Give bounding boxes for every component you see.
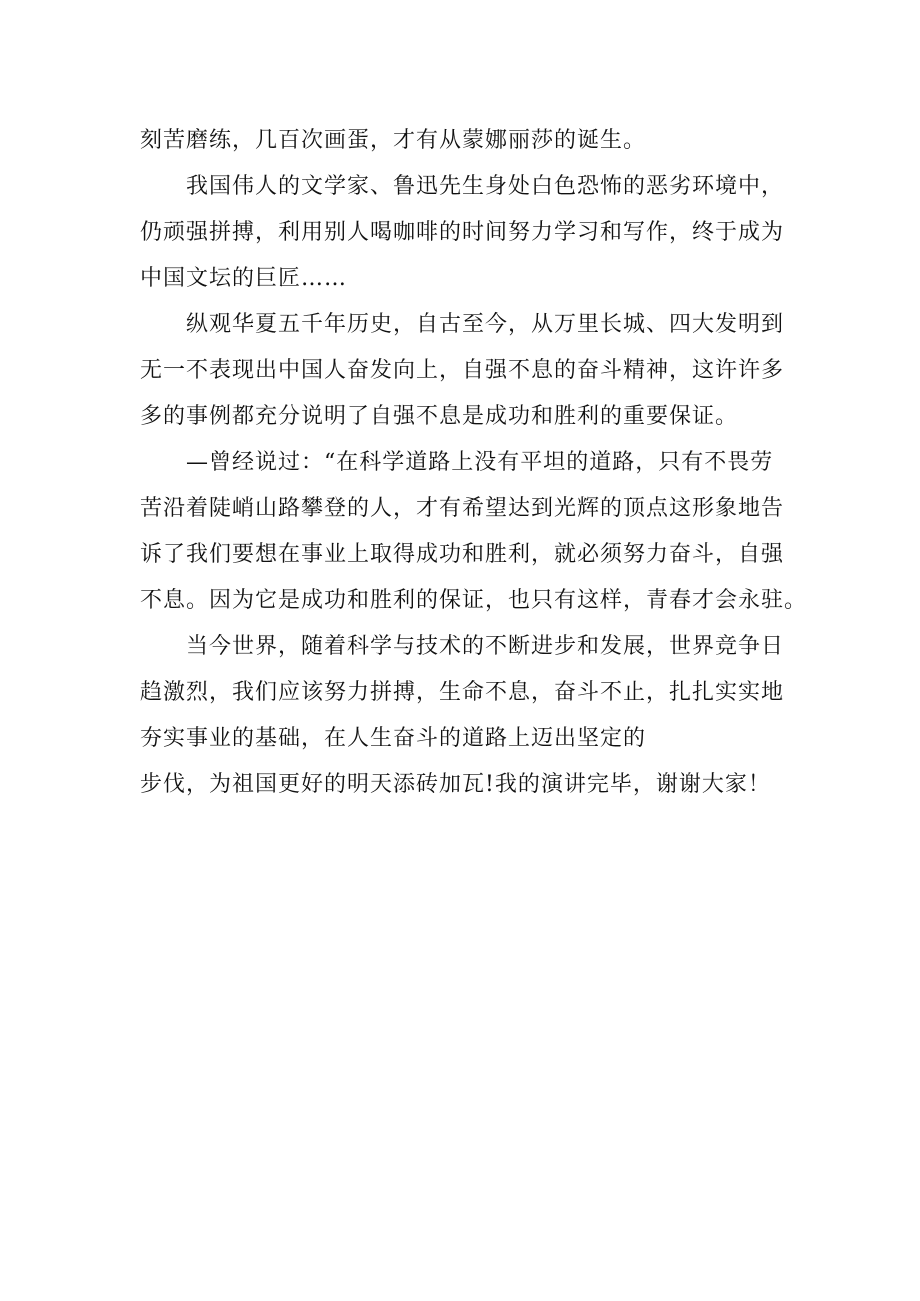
paragraph-4-line-2: 苦沿着陡峭山路攀登的人，才有希望达到光辉的顶点这形象地告 bbox=[140, 496, 785, 521]
paragraph-2-line-1: 我国伟人的文学家、鲁迅先生身处白色恐怖的恶劣环境中， bbox=[186, 174, 785, 199]
paragraph-4-line-1: —曾经说过：“在科学道路上没有平坦的道路，只有不畏劳 bbox=[186, 450, 774, 475]
paragraph-5-line-1: 当今世界，随着科学与技术的不断进步和发展，世界竞争日 bbox=[186, 634, 785, 659]
paragraph-4-line-3: 诉了我们要想在事业上取得成功和胜利，就必须努力奋斗，自强 bbox=[140, 542, 785, 567]
paragraph-1-line-1: 刻苦磨练，几百次画蛋，才有从蒙娜丽莎的诞生。 bbox=[140, 128, 647, 153]
paragraph-5-line-4: 步伐，为祖国更好的明天添砖加瓦!我的演讲完毕，谢谢大家！ bbox=[140, 772, 771, 797]
paragraph-5-line-3: 夯实事业的基础，在人生奋斗的道路上迈出坚定的 bbox=[140, 726, 647, 751]
paragraph-4-line-4: 不息。因为它是成功和胜利的保证，也只有这样，青春才会永驻。 bbox=[140, 588, 808, 613]
paragraph-5-line-2: 趋激烈，我们应该努力拼搏，生命不息，奋斗不止，扎扎实实地 bbox=[140, 680, 785, 705]
paragraph-2-line-2: 仍顽强拼搏，利用别人喝咖啡的时间努力学习和写作，终于成为 bbox=[140, 220, 785, 245]
paragraph-3-line-2: 无一不表现出中国人奋发向上，自强不息的奋斗精神，这许许多 bbox=[140, 358, 785, 383]
speech-text bbox=[140, 118, 808, 808]
paragraph-3-line-1: 纵观华夏五千年历史，自古至今，从万里长城、四大发明到 bbox=[186, 312, 785, 337]
paragraph-2-line-3: 中国文坛的巨匠…… bbox=[140, 266, 348, 291]
paragraph-3-line-3: 多的事例都充分说明了自强不息是成功和胜利的重要保证。 bbox=[140, 404, 739, 429]
